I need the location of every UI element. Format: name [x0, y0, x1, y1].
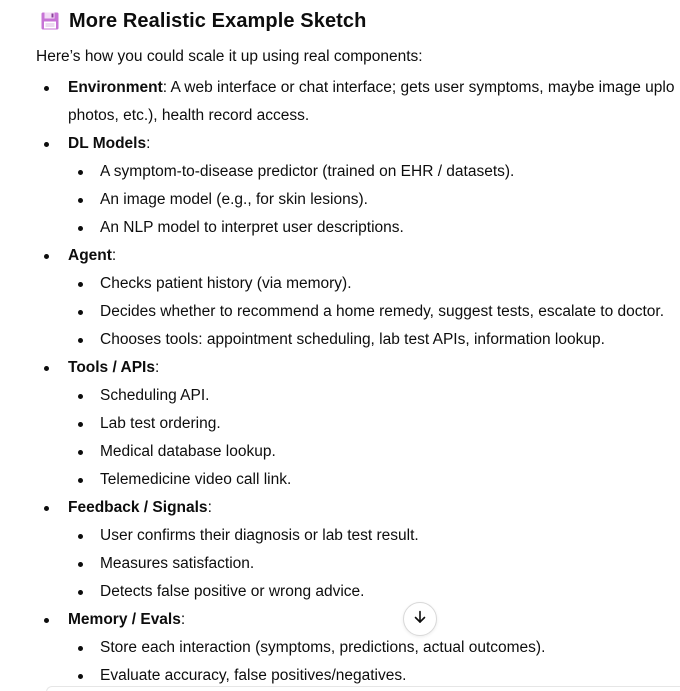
- sub-list-item-text: Store each interaction (symptoms, predictions, actual outcomes).: [100, 639, 546, 656]
- bullet: [78, 674, 83, 679]
- sub-list-item: [68, 214, 680, 242]
- list-item-title: Tools / APIs: [68, 359, 155, 376]
- list-item-title: Agent: [68, 247, 112, 264]
- sub-list-item-text: User confirms their diagnosis or lab test result.: [100, 527, 419, 544]
- list-item-suffix: :: [154, 359, 160, 376]
- sub-list: [68, 158, 680, 242]
- list-item-tools-apis: [0, 354, 680, 494]
- bullet: [78, 394, 83, 399]
- list-item-title: Memory / Evals: [68, 611, 181, 628]
- sub-list-item-text: An NLP model to interpret user descriptions.: [100, 219, 404, 236]
- sub-list-item: [68, 578, 680, 606]
- bullet: [78, 198, 83, 203]
- sub-list-item: [68, 550, 680, 578]
- bullet: [44, 506, 49, 511]
- sub-list-item: [68, 186, 680, 214]
- floppy-disk-icon: [40, 11, 60, 31]
- sub-list-item: [68, 466, 680, 494]
- sub-list-item: [68, 158, 680, 186]
- list-item-suffix: :: [111, 247, 117, 264]
- bullet: [78, 310, 83, 315]
- scroll-to-bottom-button[interactable]: [403, 602, 437, 636]
- bullet: [78, 338, 83, 343]
- sub-list-item-text: An image model (e.g., for skin lesions).: [100, 191, 368, 208]
- sub-list-item-text: Decides whether to recommend a home remedy, suggest tests, escalate to doctor.: [100, 303, 665, 320]
- sub-list-item-text: Detects false positive or wrong advice.: [100, 583, 365, 600]
- bullet: [78, 646, 83, 651]
- bullet: [78, 590, 83, 595]
- sub-list-item-text: Evaluate accuracy, false positives/negatives.: [100, 667, 407, 684]
- list-item-title: DL Models: [68, 135, 147, 152]
- sub-list-item: [68, 438, 680, 466]
- list-item-environment: [0, 74, 680, 130]
- list-item-agent: [0, 242, 680, 354]
- list-item-suffix: :: [146, 135, 151, 152]
- bullet: [44, 86, 49, 91]
- sub-list-item: [68, 298, 680, 326]
- bullet: [78, 282, 83, 287]
- list-item-text: : A web interface or chat interface; gets user symptoms, maybe image uplo: [162, 79, 675, 96]
- bullet: [44, 254, 49, 259]
- heading-text: More Realistic Example Sketch: [69, 9, 367, 32]
- arrow-down-icon: [412, 609, 428, 630]
- sub-list-item-text: Medical database lookup.: [100, 443, 276, 460]
- list-item-dl-models: [0, 130, 680, 242]
- list-item-continuation: photos, etc.), health record access.: [68, 107, 310, 124]
- bullet: [78, 534, 83, 539]
- composer-top-edge: [46, 686, 680, 691]
- section-heading: [40, 6, 366, 36]
- sub-list-item: [68, 634, 680, 662]
- bullet: [44, 366, 49, 371]
- sub-list-item: [68, 522, 680, 550]
- sub-list: [68, 270, 680, 354]
- sub-list-item-text: Measures satisfaction.: [100, 555, 255, 572]
- bullet: [78, 422, 83, 427]
- component-list: [0, 74, 680, 690]
- bullet: [78, 562, 83, 567]
- sub-list: [68, 634, 680, 690]
- sub-list: [68, 522, 680, 606]
- sub-list-item-text: Checks patient history (via memory).: [100, 275, 352, 292]
- list-item-suffix: :: [207, 499, 212, 516]
- sub-list-item-text: Telemedicine video call link.: [100, 471, 292, 488]
- sub-list-item: [68, 270, 680, 298]
- bullet: [78, 226, 83, 231]
- sub-list-item: [68, 410, 680, 438]
- list-item-title: Environment: [68, 79, 163, 96]
- sub-list-item-text: A symptom-to-disease predictor (trained on EHR / datasets).: [100, 163, 515, 180]
- sub-list-item-text: Scheduling API.: [100, 387, 210, 404]
- bullet: [78, 450, 83, 455]
- bullet: [78, 478, 83, 483]
- bullet: [78, 170, 83, 175]
- list-item-title: Feedback / Signals: [68, 499, 208, 516]
- sub-list-item-text: Chooses tools: appointment scheduling, lab test APIs, information lookup.: [100, 331, 605, 348]
- list-item-line: [68, 74, 680, 102]
- bullet: [44, 142, 49, 147]
- list-item-suffix: :: [180, 611, 186, 628]
- sub-list-item: [68, 382, 680, 410]
- sub-list-item-text: Lab test ordering.: [100, 415, 221, 432]
- intro-text: Here’s how you could scale it up using real components:: [36, 48, 423, 65]
- sub-list: [68, 382, 680, 494]
- sub-list-item: [68, 326, 680, 354]
- bullet: [44, 618, 49, 623]
- list-item-feedback-signals: [0, 494, 680, 606]
- list-item-memory-evals: [0, 606, 680, 690]
